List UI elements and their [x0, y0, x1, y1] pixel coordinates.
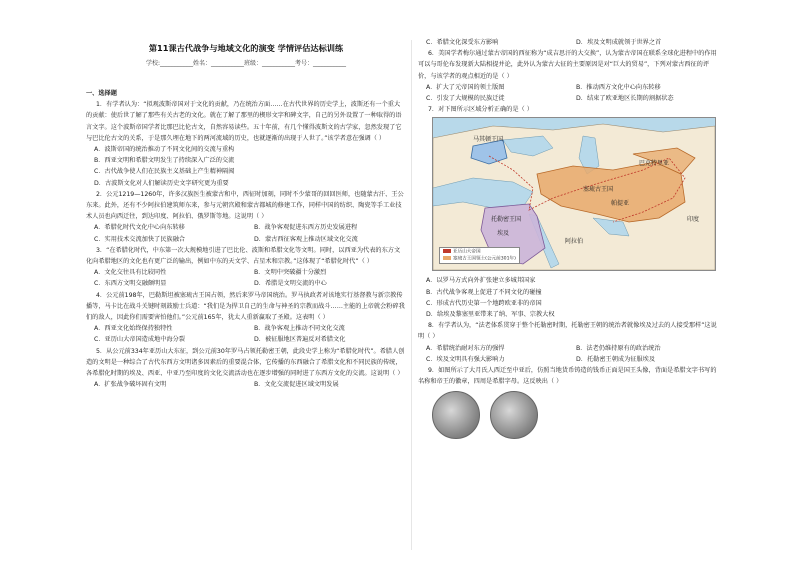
map-label: 印度 [687, 216, 700, 224]
coin-images [432, 391, 718, 439]
continued-options [418, 37, 718, 48]
map-label: 帕提亚 [611, 200, 630, 208]
answer-option[interactable]: B．文化交流促进区域文明发展 [254, 381, 339, 389]
answer-option[interactable]: D．埃及文明成就领于世界之首 [576, 39, 662, 46]
question-stem: 4．公元前198年，巴勒斯坦被塞琉古王国占领，然后来罗马帝国统治。罗马执政者对该地实行基督教与新宗教传播等，马卡比在战斗关键时刻鼓励士兵道：“我们是为捍卫自己的生命与神圣的宗教而战斗……主能的上帝就会粉碎我们的敌人，因此你们需要害怕他们。”公元前165年，犹太人重新赢取了圣殿。这表明（ ） [86, 291, 405, 322]
answer-option[interactable]: A．扩大了元帝国的领土版图 [426, 83, 505, 91]
answer-option[interactable]: C．引发了大规模的民族迁徙 [426, 95, 505, 103]
answer-option[interactable]: A．希腊统治耐对东方的强悍 [426, 344, 505, 352]
answer-option[interactable]: D．古波斯文化对人们解读历史文字研究更为重要 [94, 179, 229, 187]
right-questions [418, 48, 718, 115]
worksheet-title: 第11课古代战争与地域文化的演变 学情评估达标训练 [148, 43, 344, 53]
legend-item: 塞琉古王国领土(公元前301年) [453, 256, 516, 262]
answer-option[interactable]: D．给埃及黎塞里亚带来了纳、军事、宗教大权 [426, 311, 555, 319]
answer-option[interactable]: D．托勒密王朝成为征服埃及 [576, 355, 656, 363]
answer-option[interactable]: C．希腊文化深受东方影响 [426, 39, 499, 46]
legend-swatch [443, 249, 451, 253]
legend-item: 亚历山大帝国 [453, 249, 481, 255]
answer-options [86, 323, 406, 345]
coin-back-image [490, 391, 538, 439]
answer-option[interactable]: D．蒙古西征客观上推动区域文化交流 [254, 235, 358, 243]
right-questions-after-map [418, 275, 718, 387]
answer-option[interactable]: A．希腊化时代文化中心向东转移 [94, 224, 185, 232]
answer-option[interactable]: A．波斯帝国的统治推动了不同文化间的交流与重构 [94, 146, 235, 154]
answer-option[interactable]: B．战争客观促进东西方历史发展进程 [254, 224, 358, 232]
historical-map [432, 117, 716, 271]
answer-options [86, 379, 406, 390]
answer-option[interactable]: A．文化交往具有比较同性 [94, 269, 167, 277]
answer-options [86, 267, 406, 289]
map-label: 巴克特里亚 [639, 160, 670, 168]
answer-options [86, 144, 406, 189]
map-label: 埃及 [497, 230, 510, 238]
question-stem: 9．如图所示了大月氏人西迁至中亚后，仿照当地货币铸造的钱币正面是国王头像，背面是希腊文字书写的名称和帝王的徽章，四周是希腊字母。这反映出（ ） [418, 367, 717, 386]
answer-option[interactable]: C．形成古代历史第一个地跨欧亚非的帝国 [426, 299, 542, 307]
left-column [86, 86, 406, 390]
right-column [418, 37, 718, 439]
answer-option[interactable]: B．古代战争客观上促进了不同文化的碰撞 [426, 288, 542, 296]
answer-option[interactable]: D．希腊是文明交流的中心 [254, 280, 327, 288]
answer-option[interactable]: D．结束了欧亚地区长期的割据状态 [576, 95, 674, 103]
answer-option[interactable]: A．以罗马方式向外扩张建立多城邦国家 [426, 277, 536, 285]
answer-option[interactable]: C．古代战争使人们在民族主义基础上产生精神隔阂 [94, 168, 235, 176]
answer-options [418, 343, 718, 365]
answer-option[interactable]: C．东西方文明交融颇明显 [94, 280, 167, 288]
question-stem: 8．有学者认为，“法老体系贯穿于整个托勒密时期，托勒密王朝的统治者就像埃及过去的人接受那样”这说明（ ） [418, 322, 717, 341]
answer-option[interactable]: D．被征服地区普遍反对希腊文化 [254, 336, 346, 344]
question-stem: 5．从公元前334年亚历山大东征，到公元前30年罗马占领托勒密王朝，此段史学上称为“希腊化时代”。希腊人创造的文明是一种综合了古代东西方文明诸多因素后的重要混合体，它传播的东西融合了希腊文化和不同民族的传统，各希腊化时期的埃及、西亚、中亚乃至印度的文化交流活动也在逐步增强的同时进了东西方文化的交流。这说明（ ） [86, 347, 405, 378]
answer-options [418, 275, 718, 320]
question-stem: 1．有学者认为：“拟观波斯帝国对于文化的贡献，乃在统治方面……在古代世界的历史学上，波斯还有一个重大的贡献：使后世了解了那些有关古老的文化。就在了解了那里的楔形文字和碑文字，自己的另外设置了一种取得的语言文字。这个波斯帝国学者比那巴比伦古文，自然容易读些。五十年前，有几个懂得波斯文的古学家，忽然发现了它与巴比伦古文的关系，于是那久埋在地下的两河流域的历史，也就逐渐的出现于人世了。”该学者意在强调（ ） [86, 101, 402, 142]
coin-front-image [432, 391, 480, 439]
answer-option[interactable]: A．扩张战争破坏固有文明 [94, 381, 167, 389]
legend-swatch [443, 256, 451, 260]
answer-option[interactable]: B．战争客观上推动不同文化交流 [254, 325, 345, 333]
answer-option[interactable]: C．实用技术交流加快了民族融合 [94, 235, 185, 243]
map-legend [439, 247, 520, 264]
answer-options [418, 82, 718, 104]
student-info-line: 学校:___________姓名：___________班级：___________考号：___________ [145, 60, 347, 67]
section-heading: 一、选择题 [86, 90, 117, 97]
answer-options [86, 222, 406, 244]
column-divider [411, 40, 412, 550]
map-label: 阿拉伯 [565, 238, 584, 246]
answer-option[interactable]: B．西亚文明和希腊文明发生了持续深入广泛的交流 [94, 157, 235, 165]
answer-option[interactable]: B．推动西方文化中心向东转移 [576, 83, 661, 91]
question-stem: 3．“在希腊化时代，中东第一次大规模地引进了巴比伦、波斯和希腊文化等文明。同时，以西亚为代表的东方文化向希腊地区的文化也有更广泛的输出，例如中东的天文学、占星术和宗教。”这体现了“希腊化时代”（ ） [86, 246, 401, 266]
left-questions [86, 99, 406, 390]
answer-option[interactable]: B．文明中突破疆十分激烈 [254, 269, 327, 277]
map-label: 马其顿王国 [473, 136, 504, 144]
answer-option[interactable]: C．埃及文明具有强大影响力 [426, 355, 505, 363]
map-label: 塞琉古王国 [583, 186, 614, 194]
answer-option[interactable]: A．西亚文化始终保持独特性 [94, 325, 173, 333]
question-stem: 7．对下图所示区域分析正确的是（ ） [428, 106, 533, 114]
question-stem: 6．美国学者梅尔通过蒙古帝国的西征称为“成吉思汗的大交换”，认为蒙古帝国在联系全球化进程中的作用可以与哥伦布发现新大陆相提并论，此外认为蒙古大征的主要原因是对“巨大的贸易”，下列对蒙古西征的评价，与该学者的观点相近的是（ ） [418, 50, 717, 80]
answer-option[interactable]: B．法老仍维持原有的政治统治 [576, 344, 661, 352]
answer-option[interactable]: C．亚历山大帝国造成地中海分裂 [94, 336, 185, 344]
map-label: 托勒密王国 [491, 216, 522, 224]
question-stem: 2．公元1219—1260年，许多汉族医生被蒙古和中，西征时加刻，同时不少蒙哥的回回医师，也随蒙古汗、王公东来。此外，还有不少阿拉伯建筑师东来，参与元朝宫殿和蒙古都城的修建工作，同样中国的纺织、陶瓷等手工业技术人员也向西迁往，到达印度、阿拉伯、俄罗斯等地。这说明（ ） [86, 190, 404, 221]
